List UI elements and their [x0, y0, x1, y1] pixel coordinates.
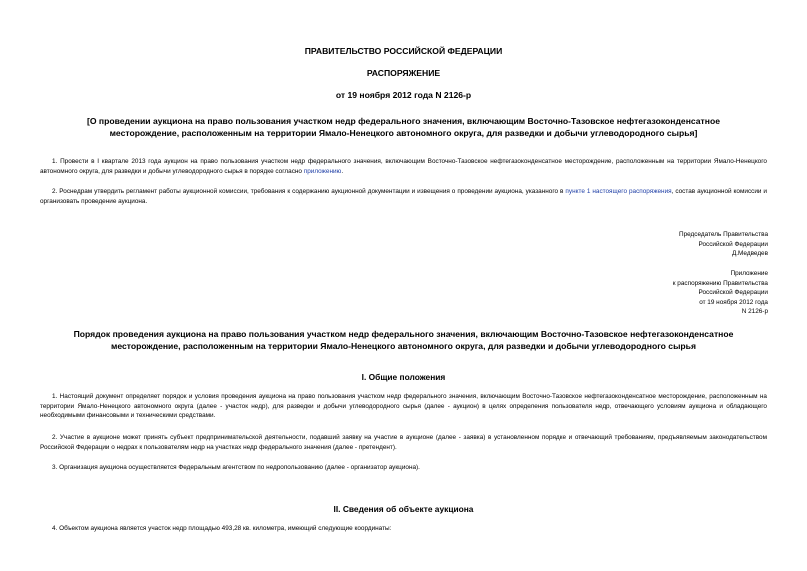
- signature-position: Председатель Правительства: [679, 231, 768, 238]
- appendix-ref-line-3: Российской Федерации: [698, 289, 768, 297]
- signature-country: Российской Федерации: [698, 240, 768, 248]
- appendix-reference-block: [673, 269, 768, 317]
- government-heading: ПРАВИТЕЛЬСТВО РОССИЙСКОЙ ФЕДЕРАЦИИ: [304, 46, 503, 56]
- section-1-paragraph-2: 2. Участие в аукционе может принять субъект предпринимательской деятельности, подавший заявку на участие в аукционе (далее - заявка) в установленном порядке и отвечающий требованиям, предъявляемым законодательством Российской Федерации о недрах к пользователям недр на участках недр федерального значения (далее - претендент).: [40, 434, 767, 451]
- paragraph-2-text: 2. Роснедрам утвердить регламент работы аукционной комиссии, требования к содержанию аукционной документации и извещения о проведении аукциона, указанного в: [52, 188, 566, 195]
- subject-line-2: месторождение, расположенным на территории Ямало-Ненецкого автономного округа, для разведки и добычи углеводородного сырья]: [109, 128, 698, 138]
- section-1-paragraph-3: 3. Организация аукциона осуществляется Федеральным агентством по недропользованию (далее - организатор аукциона).: [52, 464, 420, 471]
- appendix-ref-line-5: N 2126-р: [741, 308, 768, 316]
- paragraph-1: [40, 157, 767, 176]
- section-2-paragraph-4: 4. Объектом аукциона является участок недр площадью 493,28 кв. километра, имеющий следующие координаты:: [52, 525, 392, 532]
- appendix-link[interactable]: приложению: [303, 167, 342, 175]
- paragraph-2-end: , состав аукционной комиссии и организовать проведение аукциона.: [40, 188, 768, 205]
- appendix-title-line-2: месторождение, расположенным на территории Ямало-Ненецкого автономного округа, для разведки и добычи углеводородного сырья: [111, 341, 696, 351]
- section-2-heading: II. Сведения об объекте аукциона: [333, 504, 474, 514]
- signature-block: [679, 230, 768, 259]
- paragraph-1-end: .: [341, 167, 344, 175]
- appendix-ref-line-4: от 19 ноября 2012 года: [699, 298, 768, 306]
- appendix-ref-line-1: Приложение: [730, 270, 768, 277]
- subject-line-1: [О проведении аукциона на право пользования участком недр федерального значения, включающим Восточно-Тазовское нефтегазоконденсатное: [87, 116, 720, 126]
- appendix-ref-line-2: к распоряжению Правительства: [672, 279, 768, 287]
- appendix-title: [40, 328, 767, 352]
- section-1-heading: I. Общие положения: [361, 372, 446, 382]
- document-date-line: от 19 ноября 2012 года N 2126-р: [335, 90, 472, 100]
- document-type-heading: РАСПОРЯЖЕНИЕ: [366, 68, 441, 78]
- paragraph-1-text: 1. Провести в I квартале 2013 года аукцион на право пользования участком недр федерального значения, включающим Восточно-Тазовское нефтегазоконденсатное месторождение, расположенным на территории Ямало-Ненецкого автономного округа, для разведки и добычи углеводородного сырья в порядке согласно: [40, 158, 767, 175]
- signature-name: Д.Медведев: [731, 250, 768, 258]
- point-1-link[interactable]: пункте 1 настоящего распоряжения: [565, 188, 672, 195]
- section-1-paragraph-1: 1. Настоящий документ определяет порядок и условия проведения аукциона на право пользования участком недр федерального значения, включающим Восточно-Тазовское нефтегазоконденсатное месторождение, расположенным на территории Ямало-Ненецкого автономного округа (далее - участок недр), для разведки и добычи углеводородного сырья (далее - аукцион) в целях определения пользователя недр, отвечающего условиям аукциона и обладающего необходимыми финансовыми и техническими средствами.: [40, 393, 767, 420]
- paragraph-2: [40, 187, 767, 206]
- appendix-title-line-1: Порядок проведения аукциона на право пользования участком недр федерального значения, включающим Восточно-Тазовское нефтегазоконденсатное: [73, 329, 734, 339]
- document-subject: [40, 115, 767, 139]
